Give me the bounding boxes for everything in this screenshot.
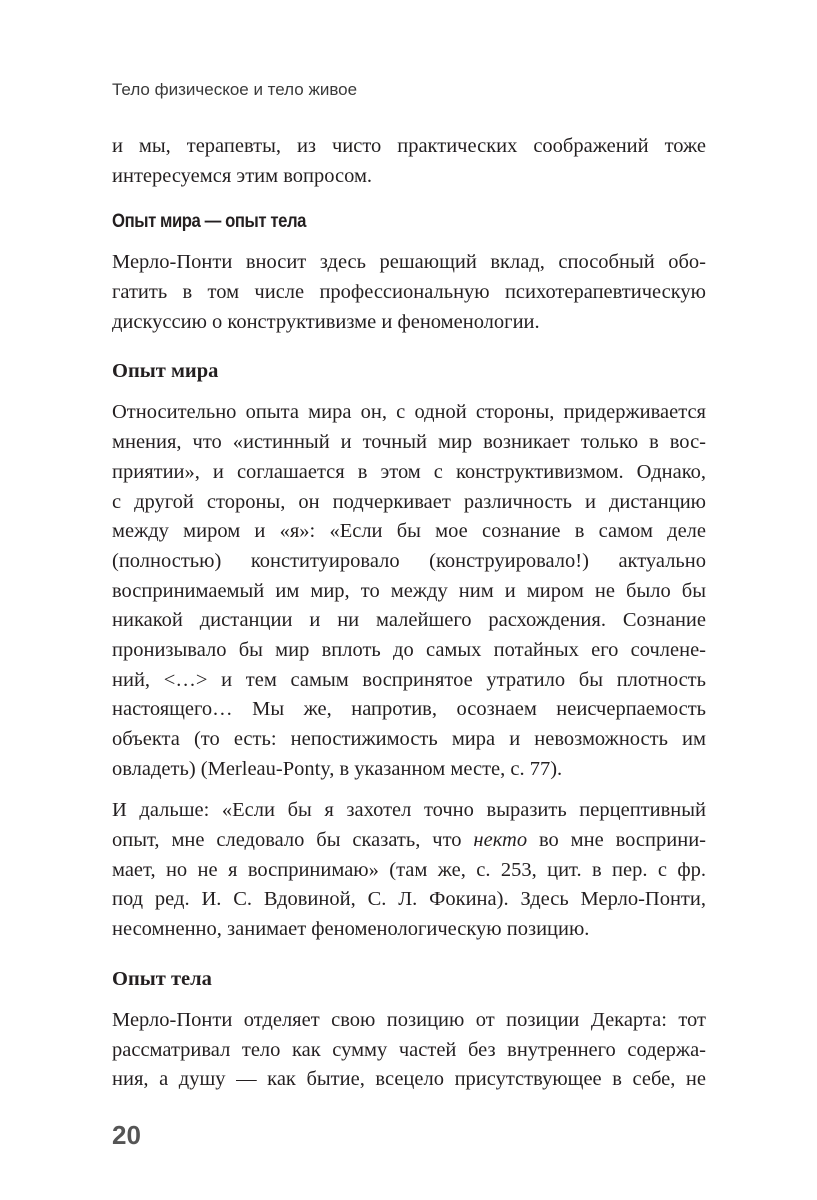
text-line: объекта (то есть: непостижимость мира и невозможность им	[112, 728, 706, 750]
text-line: овладеть) (Merleau-Ponty, в указанном месте, с. 77).	[112, 757, 563, 780]
page-number: 20	[112, 1120, 141, 1150]
text-line: И дальше: «Если бы я захотел точно выразить перцептивный	[112, 799, 706, 822]
text-line: пронизывало бы мир вплоть до самых потайных его сочлене-	[112, 638, 706, 661]
text-line: приятии», и соглашается в этом с конструктивизмом. Однако,	[112, 460, 706, 483]
text-line: и мы, терапевты, из чисто практических соображений тоже	[112, 135, 706, 157]
text-line: никакой дистанции и ни малейшего расхождения. Сознание	[112, 609, 706, 632]
paragraph-4	[112, 796, 706, 944]
text-line: с другой стороны, он подчеркивает различность и дистанцию	[112, 490, 706, 513]
paragraph-5	[112, 1006, 706, 1095]
text-line: (полностью) конституировало (конструировало!) актуально	[112, 549, 706, 572]
section-heading: Опыт мира — опыт тела	[112, 211, 306, 233]
paragraph-2	[112, 248, 706, 337]
text-line: рассматривал тело как сумму частей без внутреннего содержа-	[112, 1038, 706, 1061]
text-line: Мерло-Понти вносит здесь решающий вклад, способный обо-	[112, 251, 706, 274]
paragraph-3	[112, 398, 706, 784]
text-line: интересуемся этим вопросом.	[112, 164, 373, 187]
italic-word: некто	[473, 829, 528, 852]
page-body	[112, 132, 706, 1107]
text-line	[112, 826, 706, 856]
text-line: мнения, что «истинный и точный мир возникает только в вос-	[112, 431, 706, 454]
text-line: Относительно опыта мира он, с одной стороны, придерживается	[112, 401, 706, 424]
text-line: несомненно, занимает феноменологическую позицию.	[112, 918, 590, 941]
text-line: настоящего… Мы же, напротив, осознаем неисчерпаемость	[112, 698, 706, 721]
text-line: ния, а душу — как бытие, всецело присутствующее в себе, не	[112, 1068, 706, 1091]
text-line: дискуссию о конструктивизме и феноменологии.	[112, 310, 540, 333]
text-line: Мерло-Понти отделяет свою позицию от позиции Декарта: тот	[112, 1008, 706, 1031]
paragraph-1	[112, 132, 706, 191]
text-line: под ред. И. С. Вдовиной, С. Л. Фокина). Здесь Мерло-Понти,	[112, 888, 706, 911]
subsection-heading: Опыт тела	[112, 967, 212, 990]
text-line: между миром и «я»: «Если бы мое сознание в самом деле	[112, 520, 706, 543]
text-line: мает, но не я воспринимаю» (там же, с. 253, цит. в пер. с фр.	[112, 858, 706, 881]
text-line: гатить в том числе профессиональную психотерапевтическую	[112, 281, 706, 304]
running-header: Тело физическое и тело живое	[112, 80, 358, 99]
text-line: воспринимаемый им мир, то между ним и миром не было бы	[112, 579, 706, 602]
text-line: ний, <…> и тем самым воспринятое утратило бы плотность	[112, 668, 706, 691]
text-span: опыт, мне следовало бы сказать, что	[112, 829, 474, 852]
subsection-heading: Опыт мира	[112, 360, 219, 383]
text-span: во мне восприни-	[527, 829, 706, 852]
